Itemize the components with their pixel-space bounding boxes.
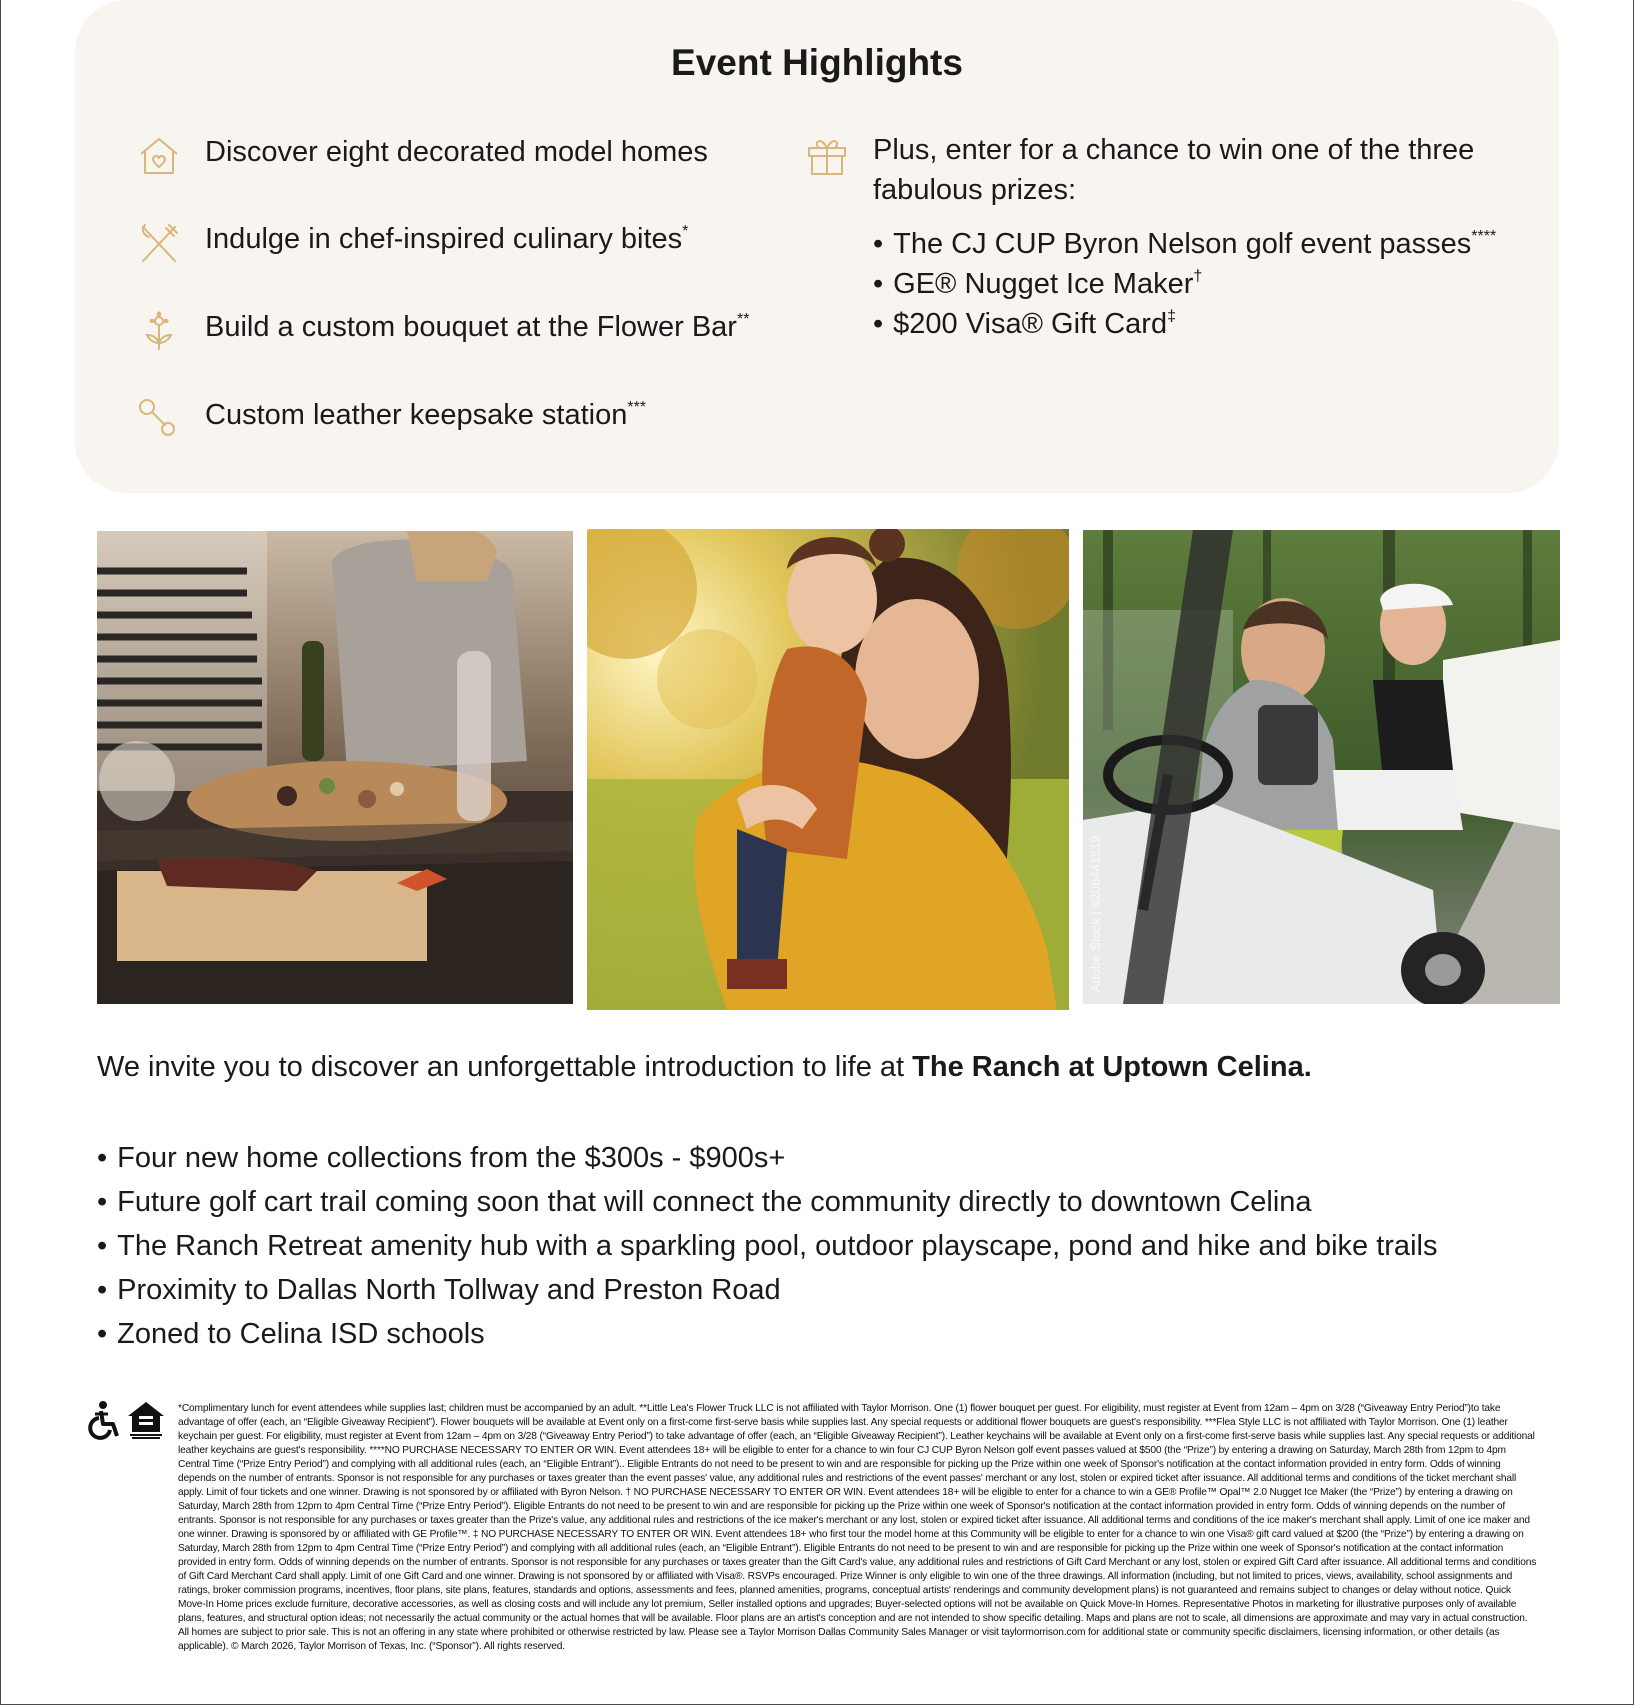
mother-daughter-photo	[587, 529, 1069, 1010]
legal-disclaimer: *Complimentary lunch for event attendees while supplies last; children must be accompanied by an adult. **Little Lea's Flower Truck LLC is not affiliated with Taylor Morrison. One (1) flower bouquet per guest. For eligibility, must register at Event from 12am – 4pm on 3/28 (“Giveaway Entry Period”)to take advantage of offer (each, an “Eligible Giveaway Recipient”). Flower bouquets will be available at Event only on a first-come first-serve basis while supplies last. Any special requests or additional flower bouquets are guest's responsibility. ***Flea Style LLC is not affiliated with Taylor Morrison. One (1) leather keychain per guest. For eligibility, must register at Event from 12am – 4pm on 3/28 (“Giveaway Entry Period”) to take advantage of offer (each, an “Eligible Giveaway Recipient”). Leather keychains will be available at Event only on a first-come first-serve basis while supplies last. Any special requests or additional leather keychains are guest's responsibility. ****NO PURCHASE NECESSARY TO ENTER OR WIN. Event attendees 18+ will be eligible to enter for a chance to win four CJ CUP Byron Nelson golf event passes valued at $500 (the “Prize”) by entering a drawing on Saturday, March 28th from 12pm to 4pm Central Time (“Prize Entry Period”) and complying with all additional rules (each, an “Eligible Entrant”).. Eligible Entrants do not need to be present to win and are responsible for picking up the Prize within one week of Sponsor's notification at the contact information provided in entry form. Odds of winning depends on the number of entrants. Sponsor is not responsible for any purchases or taxes greater than the event passes' value, any additional rules and restrictions of the event passes' merchant or any lost, stolen or expired ticket after issuance. All additional terms and conditions of the ticket merchant shall apply. Limit of four tickets and one winner. Drawing is not sponsored by or affiliated with Byron Nelson. † NO PURCHASE NECESSARY TO ENTER OR WIN. Event attendees 18+ will be eligible to enter for a chance to win a GE® Profile™ Opal™ 2.0 Nugget Ice Maker (the “Prize”) by entering a drawing on Saturday, March 28th from 12pm to 4pm Central Time (“Prize Entry Period”). Eligible Entrants do not need to be present to win and are responsible for picking up the Prize within one week of Sponsor's notification at the contact information provided in entry form. Odds of winning depends on the number of entrants. Sponsor is not responsible for any purchases or taxes greater than the Prize's value, any additional rules and restrictions of the ice maker's merchant or any lost, stolen or expired ticket after issuance. All additional terms and conditions of the ice maker's merchant shall apply. Limit of one ice maker and one winner. Drawing is sponsored by or affiliated with GE Profile™. ‡ NO PURCHASE NECESSARY TO ENTER OR WIN. Event attendees 18+ who first tour the model home at this Community will be eligible to enter for a chance to win one Visa® gift card valued at $200 (the “Prize”) by entering a drawing on Saturday, March 28th from 12pm to 4pm Central Time (“Prize Entry Period”) and complying with all additional rules (each, an “Eligible Entrant”). Eligible Entrants do not need to be present to win and are responsible for picking up the Prize within one week of Sponsor's notification at the contact information provided in entry form. Odds of winning depends on the number of entrants. Sponsor is not responsible for any purchases or taxes greater than the Gift Card's value, any additional rules and restrictions of Gift Card Merchant or any lost, stolen or expired Gift Card after issuance. All additional terms and conditions of Gift Card Merchant Card shall apply. Limit of one Gift Card and one winner. Drawing is not sponsored by or affiliated with Visa®. RSVPs encouraged. Prize Winner is only eligible to win one of the three drawings. All information (including, but not limited to prices, views, availability, school assignments and ratings, broker commission programs, incentives, floor plans, site plans, features, standards and options, assessments and fees, planned amenities, programs, conceptual artists' renderings and community development plans) is not guaranteed and remains subject to changes or delay without notice. Quick Move-In Home prices exclude furniture, decorative accessories, as well as closing costs and will include any lot premium, Seller installed options and upgrades; Buyer-selected options will not be available on Quick Move-In Homes. Representative Photos in marketing for illustrative purposes only of available plans, features, and structural option ideas; not necessarily the actual community or the actual homes that will be available. Floor plans are an artist's conception and are not intended to show specific detailing. Maps and plans are not to scale, all dimensions are approximate and may vary in actual construction. All homes are subject to prior sale. This is not an offering in any state where prohibited or otherwise restricted by law. Please see a Taylor Morrison Dallas Community Sales Manager or visit taylormorrison.com for additional state or community specific disclaimers, licensing information, or other details (as applicable). © March 2026, Taylor Morrison of Texas, Inc. (“Sponsor”). All rights reserved.	[178, 1403, 1537, 1652]
gift-icon	[803, 132, 851, 180]
culinary-table-photo	[97, 531, 573, 1004]
highlight-item-culinary	[135, 219, 688, 267]
prize-intro-text: Plus, enter for a chance to win one of the three fabulous prizes:	[873, 134, 1475, 206]
event-highlights-title: Event Highlights	[671, 42, 963, 83]
equal-housing-icon	[126, 1400, 166, 1440]
feature-item: • Proximity to Dallas North Tollway and Preston Road	[97, 1268, 1437, 1312]
house-heart-icon	[135, 132, 183, 180]
community-name: The Ranch at Uptown Celina.	[912, 1051, 1312, 1083]
feature-item: • Future golf cart trail coming soon that will connect the community directly to downtown Celina	[97, 1180, 1437, 1224]
prize-list	[873, 224, 1496, 344]
golf-cart-couple-photo	[1083, 530, 1560, 1004]
community-features-list	[97, 1136, 1437, 1356]
keychain-icon	[135, 395, 183, 443]
fork-knife-icon	[135, 219, 183, 267]
highlight-item-flower-bar	[135, 307, 749, 355]
flower-icon	[135, 307, 183, 355]
highlight-text: Build a custom bouquet at the Flower Bar**	[205, 311, 750, 343]
highlight-text: Indulge in chef-inspired culinary bites*	[205, 223, 689, 255]
prize-item: • The CJ CUP Byron Nelson golf event passes****	[873, 224, 1496, 264]
feature-item: • The Ranch Retreat amenity hub with a sparkling pool, outdoor playscape, pond and hike and bike trails	[97, 1224, 1437, 1268]
compliance-icons	[86, 1400, 166, 1440]
feature-item: • Zoned to Celina ISD schools	[97, 1312, 1437, 1356]
highlight-text: Discover eight decorated model homes	[205, 136, 708, 168]
photo-watermark: Adobe Stock | #206441519	[1088, 835, 1103, 992]
highlight-text: Custom leather keepsake station***	[205, 399, 647, 431]
event-highlights-card	[75, 0, 1559, 493]
highlight-item-leather-keepsake	[135, 395, 646, 443]
prize-item: • $200 Visa® Gift Card‡	[873, 304, 1496, 344]
feature-item: • Four new home collections from the $300s - $900s+	[97, 1136, 1437, 1180]
accessibility-icon	[86, 1400, 120, 1440]
highlight-item-model-homes	[135, 132, 708, 180]
community-intro: We invite you to discover an unforgettable introduction to life at The Ranch at Uptown Celina.	[97, 1051, 1312, 1083]
prize-item: • GE® Nugget Ice Maker†	[873, 264, 1496, 304]
